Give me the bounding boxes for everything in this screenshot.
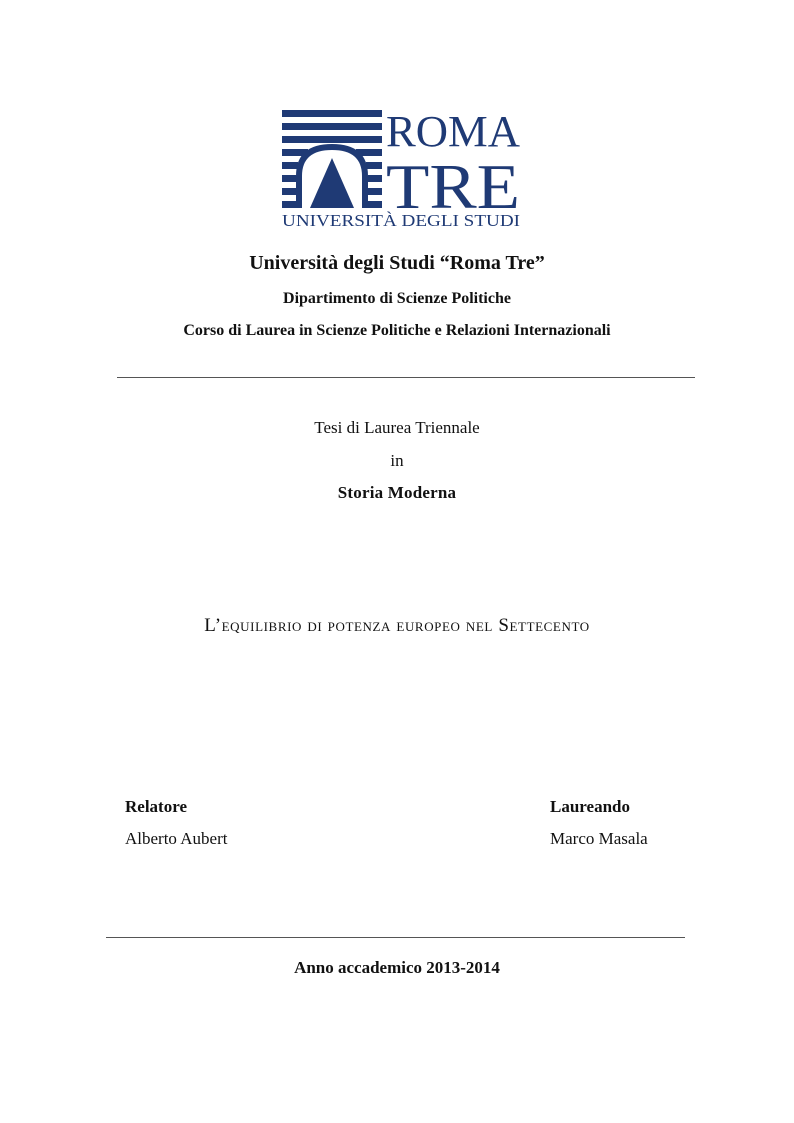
thesis-preposition: in xyxy=(390,451,404,470)
thesis-type: Tesi di Laurea Triennale xyxy=(314,418,480,437)
thesis-title: L’equilibrio di potenza europeo nel Settecento xyxy=(204,615,590,636)
department-name: Dipartimento di Scienze Politiche xyxy=(283,290,511,307)
university-name: Università degli Studi “Roma Tre” xyxy=(249,252,545,274)
supervisor-label: Relatore xyxy=(125,797,187,816)
candidate-name: Marco Masala xyxy=(550,829,648,848)
thesis-subject: Storia Moderna xyxy=(337,483,457,502)
logo-word-roma: ROMA xyxy=(386,107,521,156)
course-name: Corso di Laurea in Scienze Politiche e Relazioni Internazionali xyxy=(183,322,611,339)
roma-tre-logo xyxy=(278,106,524,230)
logo-word-tre: TRE xyxy=(386,151,520,222)
academic-year: Anno accademico 2013-2014 xyxy=(294,958,500,977)
supervisor-name: Alberto Aubert xyxy=(125,829,228,848)
logo-subtitle: UNIVERSITÀ DEGLI STUDI xyxy=(282,211,521,230)
top-divider xyxy=(117,377,695,378)
candidate-label: Laureando xyxy=(550,797,630,816)
bottom-divider xyxy=(106,937,685,938)
